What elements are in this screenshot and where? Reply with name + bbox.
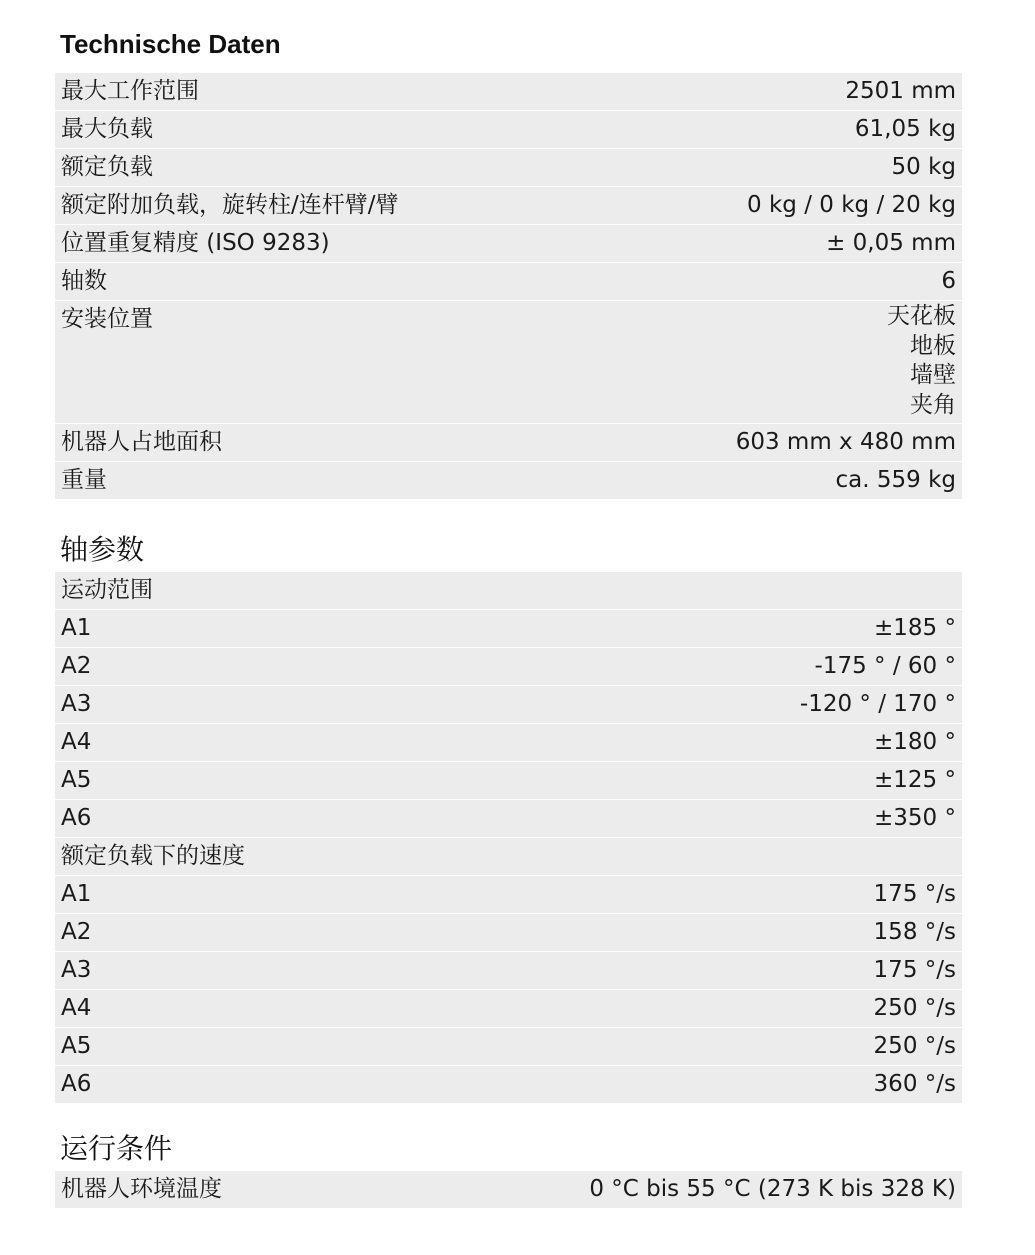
axis-value: ±185 ° [238,610,962,648]
axis-value: 175 °/s [238,952,962,990]
operating-conditions-title: 运行条件 [60,1132,173,1165]
table-row [55,648,962,686]
row-label: 机器人环境温度 [61,1176,222,1202]
axis-value: ±125 ° [238,762,962,800]
speed-header: 额定负载下的速度 [55,838,962,876]
row-value: 0 °C bis 55 °C (273 K bis 328 K) [589,1176,956,1202]
row-value: 61,05 kg [600,111,962,149]
mounting-ceiling: 天花板 [887,303,956,329]
table-row [55,225,962,263]
table-row [55,610,962,648]
axis-label: A2 [55,648,238,686]
axis-value: ±180 ° [238,724,962,762]
datasheet [55,24,962,1208]
table-row [55,263,962,301]
axis-label: A5 [55,1028,238,1066]
row-label: 位置重复精度 (ISO 9283) [55,225,600,263]
table-row [55,1171,962,1208]
axis-label: A5 [55,762,238,800]
table-row [55,876,962,914]
table-row [55,111,962,149]
row-value: 0 kg / 0 kg / 20 kg [600,187,962,225]
technical-data-table [55,73,962,499]
table-row [55,914,962,952]
row-value: 6 [600,263,962,301]
table-row [55,149,962,187]
axis-label: A4 [55,724,238,762]
mounting-row [55,301,962,424]
technical-data-title: Technische Daten [60,29,281,59]
table-row [55,462,962,500]
table-row [55,952,962,990]
table-row [55,990,962,1028]
axis-label: A2 [55,914,238,952]
row-label: 机器人占地面积 [55,424,600,462]
table-row [55,762,962,800]
mounting-values [600,301,962,424]
table-row [55,73,962,111]
axis-label: A1 [55,610,238,648]
row-label: 安装位置 [55,301,600,424]
row-value: ca. 559 kg [600,462,962,500]
table-row [55,686,962,724]
row-value: ± 0,05 mm [600,225,962,263]
axis-params-table [55,572,962,1103]
table-row [55,1066,962,1104]
axis-label: A6 [55,800,238,838]
axis-label: A3 [55,952,238,990]
axis-value: 250 °/s [238,990,962,1028]
range-header: 运动范围 [61,577,153,603]
axis-value: ±350 ° [238,800,962,838]
row-label: 轴数 [55,263,600,301]
row-label: 重量 [55,462,600,500]
subheader-row [55,838,962,876]
table-row [55,724,962,762]
row-value: 50 kg [600,149,962,187]
table-row [55,187,962,225]
row-value: 2501 mm [845,78,956,104]
row-label: 最大负载 [55,111,600,149]
table-row [55,1028,962,1066]
row-label: 额定负载 [55,149,600,187]
row-label: 额定附加负载，旋转柱/连杆臂/臂 [55,187,600,225]
axis-value: -175 ° / 60 ° [238,648,962,686]
mounting-wall: 墙壁 [910,362,956,388]
axis-label: A3 [55,686,238,724]
row-value: 603 mm x 480 mm [600,424,962,462]
operating-conditions-table [55,1171,962,1208]
table-row [55,424,962,462]
axis-label: A1 [55,876,238,914]
axis-value: 250 °/s [238,1028,962,1066]
axis-label: A6 [55,1066,238,1104]
subheader-row [55,572,962,610]
axis-value: 158 °/s [238,914,962,952]
mounting-floor: 地板 [910,332,956,359]
axis-label: A4 [55,990,238,1028]
axis-value: 175 °/s [238,876,962,914]
axis-value: -120 ° / 170 ° [238,686,962,724]
row-label: 最大工作范围 [61,78,199,104]
table-row [55,800,962,838]
mounting-angle: 夹角 [910,391,956,418]
axis-params-title: 轴参数 [60,533,145,566]
axis-value: 360 °/s [238,1066,962,1104]
